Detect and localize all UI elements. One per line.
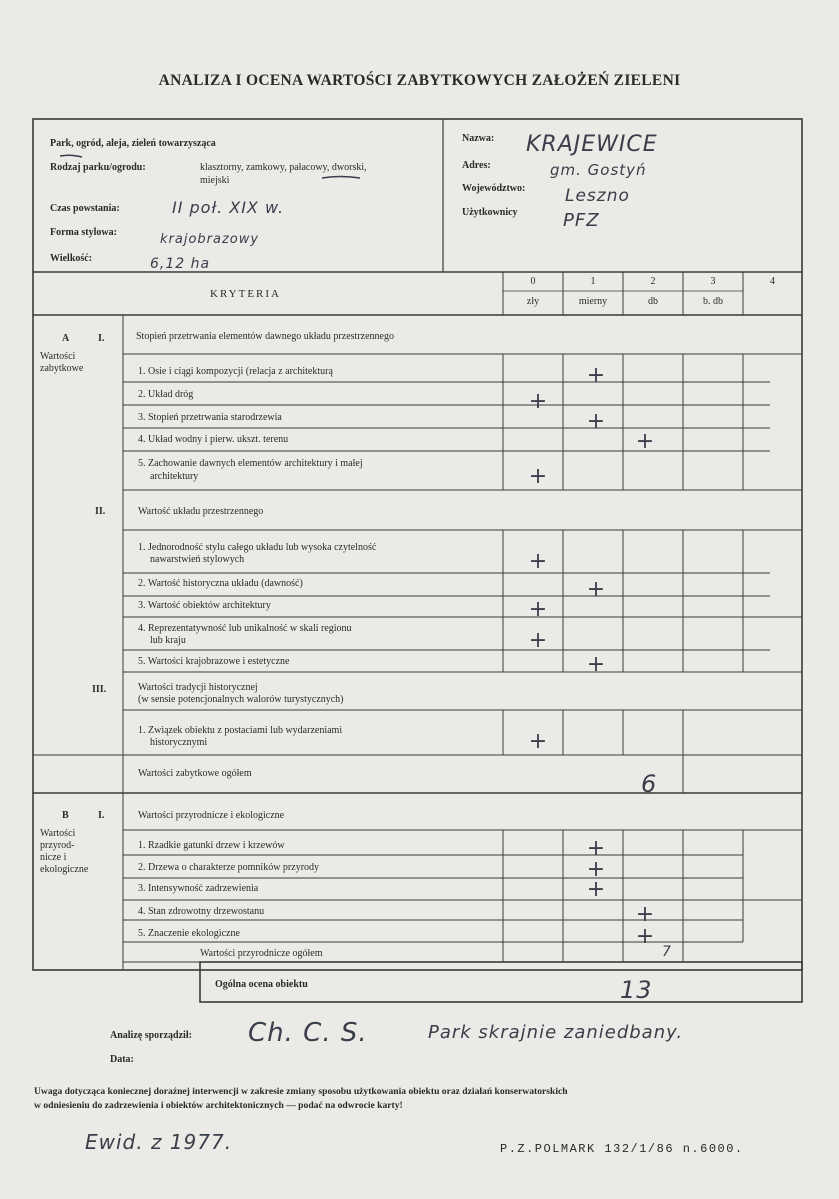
- b1-item-3: 3. Intensywność zadrzewienia: [138, 883, 259, 894]
- section-b-letter: B: [62, 810, 69, 821]
- b1-item-1: 1. Rzadkie gatunki drzew i krzewów: [138, 840, 285, 851]
- score-mark: +: [586, 877, 606, 902]
- score-3: 3: [710, 276, 716, 287]
- score-mark: +: [635, 902, 655, 927]
- score-mark: +: [528, 464, 548, 489]
- score-mark: +: [586, 409, 606, 434]
- note-line-2: w odniesieniu do zadrzewienia i obiektów architektonicznych — podać na odwrocie karty!: [34, 1100, 403, 1111]
- b1-item-2: 2. Drzewa o charakterze pomników przyrody: [138, 862, 320, 873]
- overall-label: Ogólna ocena obiektu: [215, 979, 308, 990]
- score-0: 0: [530, 276, 536, 287]
- section-a-letter: A: [62, 333, 70, 344]
- park-label: Park, ogród, aleja, zieleń towarzysząca: [50, 138, 216, 149]
- score-mark: +: [528, 729, 548, 754]
- forma-value: krajobrazowy: [160, 232, 260, 247]
- overall-value: 13: [620, 976, 653, 1004]
- score-label-zly: zły: [526, 296, 540, 307]
- analysis-label: Analizę sporządził:: [110, 1030, 192, 1041]
- a-total-value: 6: [641, 770, 658, 798]
- score-mark: +: [528, 597, 548, 622]
- section-b-title-2: przyrod-: [40, 840, 75, 851]
- analysis-signature: Ch. C. S.: [248, 1018, 368, 1048]
- nazwa-value: KRAJEWICE: [526, 132, 658, 157]
- score-label-bdb: b. db: [703, 296, 723, 307]
- score-label-db: db: [648, 296, 658, 307]
- section-b-title-1: Wartości: [40, 828, 76, 839]
- czas-value: II poł. XIX w.: [172, 198, 285, 217]
- a1-item-5: 5. Zachowanie dawnych elementów architektury i małej: [138, 458, 363, 469]
- b-total-label: Wartości przyrodnicze ogółem: [200, 948, 323, 959]
- date-label: Data:: [110, 1054, 134, 1065]
- section-a-roman-1: I.: [98, 333, 105, 344]
- score-2: 2: [650, 276, 656, 287]
- a3-item-1: 1. Związek obiektu z postaciami lub wydarzeniami: [138, 725, 343, 736]
- section-a-roman-3: III.: [92, 684, 107, 695]
- a2-item-4-cont: lub kraju: [150, 635, 186, 646]
- b1-item-5: 5. Znaczenie ekologiczne: [138, 928, 240, 939]
- rodzaj-options: klasztorny, zamkowy, pałacowy, dworski,: [200, 162, 367, 173]
- b-total-value: 7: [662, 944, 672, 960]
- score-1: 1: [590, 276, 596, 287]
- section-a-title-2: zabytkowe: [40, 363, 84, 374]
- adres-label: Adres:: [462, 160, 491, 171]
- a2-item-2: 2. Wartość historyczna układu (dawność): [138, 578, 303, 589]
- rodzaj-options-2: miejski: [200, 175, 230, 186]
- a2-item-3: 3. Wartość obiektów architektury: [138, 600, 271, 611]
- uzytkownicy-label: Użytkownicy: [462, 207, 518, 218]
- rodzaj-label: Rodzaj parku/ogrodu:: [50, 162, 146, 173]
- score-mark: +: [586, 857, 606, 882]
- a1-item-3: 3. Stopień przetrwania starodrzewia: [138, 412, 282, 423]
- score-mark: +: [528, 549, 548, 574]
- a1-item-4: 4. Układ wodny i pierw. ukszt. terenu: [138, 434, 289, 445]
- group-a2-title: Wartość układu przestrzennego: [138, 506, 264, 517]
- wojewodztwo-label: Województwo:: [462, 183, 526, 194]
- adres-value: gm. Gostyń: [550, 161, 647, 179]
- score-label-mierny: mierny: [578, 296, 608, 307]
- score-mark: +: [528, 389, 548, 414]
- group-a3-title-1: Wartości tradycji historycznej: [138, 682, 258, 693]
- uzytkownicy-value: PFZ: [563, 210, 600, 231]
- analysis-note: Park skrajnie zaniedbany.: [428, 1022, 684, 1043]
- score-mark: +: [528, 628, 548, 653]
- score-mark: +: [586, 652, 606, 677]
- printer-imprint: P.Z.POLMARK 132/1/86 n.6000.: [500, 1142, 744, 1156]
- section-a-roman-2: II.: [95, 506, 106, 517]
- section-b-title-4: ekologiczne: [40, 864, 89, 875]
- score-4: 4: [770, 276, 775, 287]
- group-a1-title: Stopień przetrwania elementów dawnego układu przestrzennego: [136, 331, 394, 342]
- a2-item-4: 4. Reprezentatywność lub unikalność w skali regionu: [138, 623, 352, 634]
- section-b-title-3: nicze i: [40, 852, 67, 863]
- a3-item-1-cont: historycznymi: [150, 737, 208, 748]
- a1-item-5-cont: architektury: [150, 471, 199, 482]
- score-mark: +: [635, 924, 655, 949]
- wojewodztwo-value: Leszno: [565, 186, 630, 206]
- a1-item-2: 2. Układ dróg: [138, 389, 194, 400]
- forma-label: Forma stylowa:: [50, 227, 117, 238]
- a2-item-1-cont: nawarstwień stylowych: [150, 554, 245, 565]
- a1-item-1: 1. Osie i ciągi kompozycji (relacja z architekturą: [138, 366, 333, 377]
- a2-item-5: 5. Wartości krajobrazowe i estetyczne: [138, 656, 290, 667]
- kryteria-label: KRYTERIA: [210, 288, 281, 300]
- score-mark: +: [586, 363, 606, 388]
- score-mark: +: [586, 836, 606, 861]
- group-b1-title: Wartości przyrodnicze i ekologiczne: [138, 810, 285, 821]
- form-title: ANALIZA I OCENA WARTOŚCI ZABYTKOWYCH ZAŁOŻEŃ ZIELENI: [158, 72, 681, 89]
- score-mark: +: [635, 429, 655, 454]
- czas-label: Czas powstania:: [50, 203, 120, 214]
- wielkosc-value: 6,12 ha: [150, 256, 211, 272]
- wielkosc-label: Wielkość:: [50, 253, 93, 264]
- a2-item-1: 1. Jednorodność stylu całego układu lub wysoka czytelność: [138, 542, 377, 553]
- nazwa-label: Nazwa:: [462, 133, 495, 144]
- score-mark: +: [586, 577, 606, 602]
- a-total-label: Wartości zabytkowe ogółem: [138, 768, 252, 779]
- evid-note: Ewid. z 1977.: [85, 1130, 233, 1154]
- group-a3-title-2: (w sensie potencjonalnych walorów turystycznych): [138, 694, 344, 705]
- b1-item-4: 4. Stan zdrowotny drzewostanu: [138, 906, 265, 917]
- section-a-title-1: Wartości: [40, 351, 76, 362]
- section-b-roman-1: I.: [98, 810, 105, 821]
- note-line-1: Uwaga dotycząca koniecznej doraźnej interwencji w zakresie zmiany sposobu użytkowania obiektu oraz działań konserwatorskich: [34, 1086, 568, 1097]
